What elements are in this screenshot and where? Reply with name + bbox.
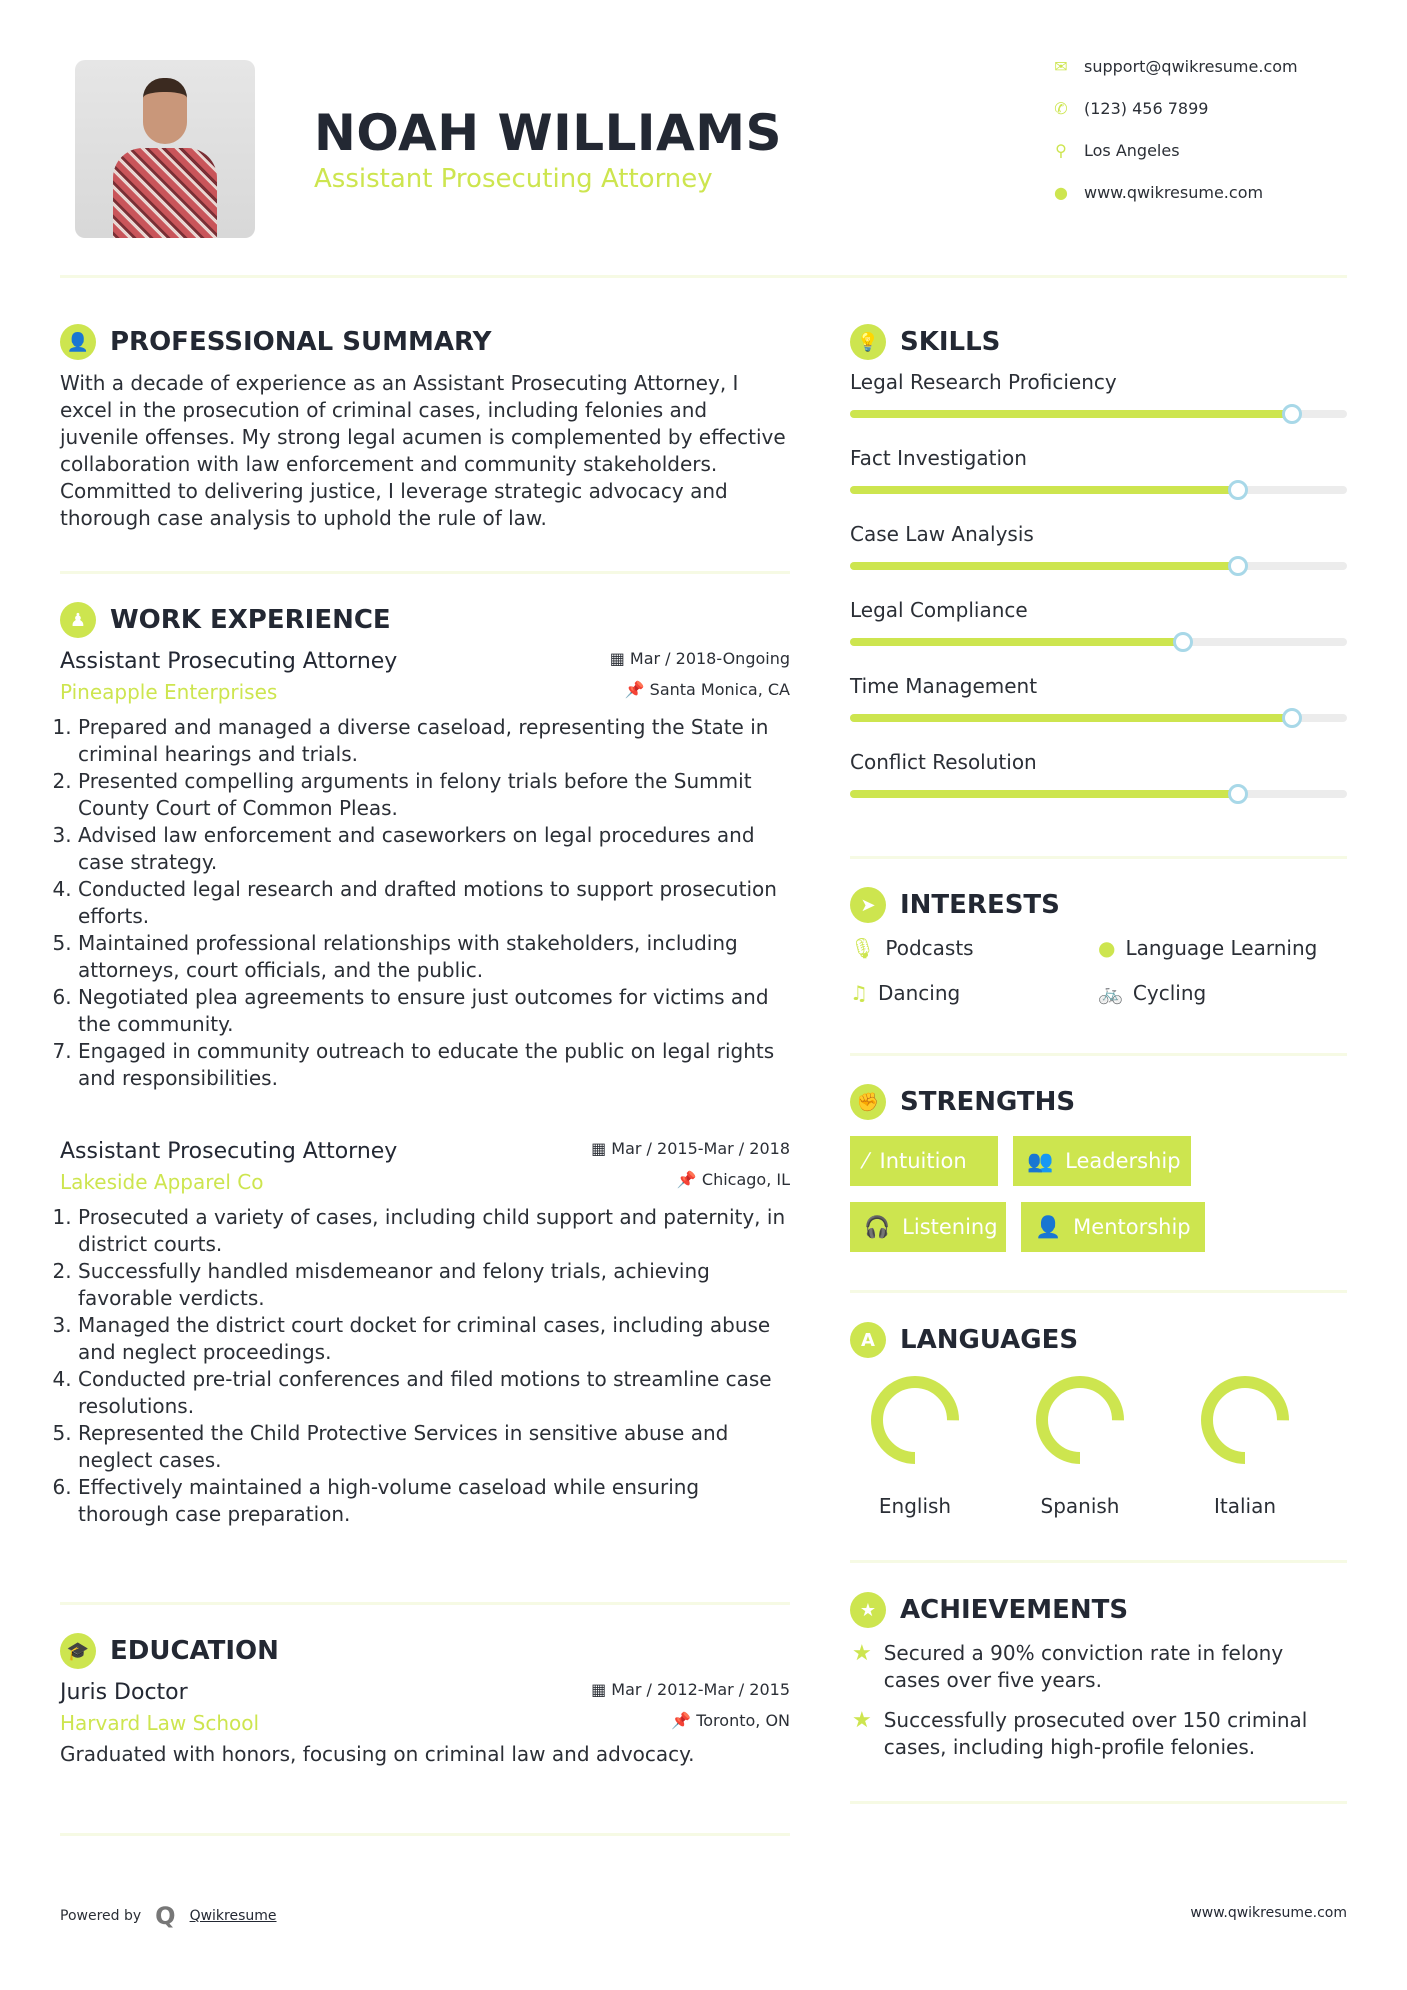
heading-text: WORK EXPERIENCE xyxy=(110,605,391,635)
footer-branding xyxy=(60,1902,277,1930)
company-name: Pineapple Enterprises xyxy=(60,680,278,704)
work-heading xyxy=(60,602,391,638)
list-item: 3. Managed the district court docket for criminal cases, including abuse and neglect proceedings. xyxy=(78,1312,790,1366)
language-progress-arc xyxy=(1042,1382,1118,1458)
interests-heading xyxy=(850,887,1060,923)
languages-list xyxy=(850,1370,1347,1520)
list-item: 2. Successfully handled misdemeanor and felony trials, achieving favorable verdicts. xyxy=(78,1258,790,1312)
translate-icon: A xyxy=(850,1322,886,1358)
job-date: ▦ Mar / 2015-Mar / 2018 xyxy=(591,1139,790,1158)
skill-bar xyxy=(850,486,1347,494)
profile-photo xyxy=(75,60,255,238)
heading-text: STRENGTHS xyxy=(900,1087,1076,1117)
language-label: English xyxy=(878,1494,952,1518)
language-progress-ring xyxy=(1185,1370,1305,1470)
interest-label: Dancing xyxy=(877,981,961,1005)
skill-bar-knob xyxy=(1282,404,1302,424)
divider xyxy=(850,856,1347,859)
skill-bar-knob xyxy=(1228,784,1248,804)
skill-label: Time Management xyxy=(850,674,1038,698)
globe-icon: ● xyxy=(1054,183,1068,202)
divider xyxy=(850,1801,1347,1804)
divider xyxy=(60,1833,790,1836)
contact-phone xyxy=(1052,99,1208,118)
achievement-item xyxy=(852,1640,1312,1694)
candidate-title: Assistant Prosecuting Attorney xyxy=(314,164,713,194)
heading-text: EDUCATION xyxy=(110,1636,279,1666)
language-progress-ring xyxy=(855,1370,975,1470)
languages-heading xyxy=(850,1322,1078,1358)
tag-label: Leadership xyxy=(1065,1149,1181,1173)
language-progress-arc xyxy=(1207,1382,1283,1458)
skill-item xyxy=(850,522,1347,598)
skill-bar xyxy=(850,410,1347,418)
job-duties xyxy=(60,714,790,1092)
company-name: Lakeside Apparel Co xyxy=(60,1170,264,1194)
list-item: 5. Maintained professional relationships with stakeholders, including attorneys, court officials, and the public. xyxy=(78,930,790,984)
contact-text: (123) 456 7899 xyxy=(1084,99,1209,118)
interest-item xyxy=(1098,981,1206,1005)
heading-text: LANGUAGES xyxy=(900,1325,1079,1355)
divider xyxy=(850,1290,1347,1293)
interest-item xyxy=(850,981,960,1005)
skill-item xyxy=(850,446,1347,522)
tag-label: Mentorship xyxy=(1073,1215,1191,1239)
skill-bar xyxy=(850,714,1347,722)
skill-bar xyxy=(850,638,1347,646)
lightbulb-icon: 💡 xyxy=(850,324,886,360)
skill-label: Case Law Analysis xyxy=(850,522,1034,546)
bicycle-icon: 🚲 xyxy=(1098,981,1123,1005)
music-icon: ♫ xyxy=(850,981,868,1005)
job-title: Assistant Prosecuting Attorney xyxy=(60,1139,398,1164)
skill-item xyxy=(850,370,1347,446)
skill-item xyxy=(850,598,1347,674)
skill-item xyxy=(850,750,1347,826)
contact-text: Los Angeles xyxy=(1084,141,1180,160)
education-description: Graduated with honors, focusing on criminal law and advocacy. xyxy=(60,1742,695,1766)
list-item: 4. Conducted legal research and drafted motions to support prosecution efforts. xyxy=(78,876,790,930)
list-item: 6. Negotiated plea agreements to ensure just outcomes for victims and the community. xyxy=(78,984,790,1038)
skill-bar-knob xyxy=(1173,632,1193,652)
skill-bar-fill xyxy=(850,486,1238,494)
job-title: Assistant Prosecuting Attorney xyxy=(60,649,398,674)
user-icon: 👤 xyxy=(60,324,96,360)
contact-website xyxy=(1052,183,1263,202)
skill-bar-fill xyxy=(850,714,1292,722)
strength-tag xyxy=(850,1136,998,1186)
strength-tag xyxy=(1021,1202,1205,1252)
interest-label: Cycling xyxy=(1132,981,1207,1005)
skills-list xyxy=(850,370,1347,826)
powered-by-label: Powered by xyxy=(60,1908,142,1924)
job-location: 📌 Santa Monica, CA xyxy=(624,680,790,699)
list-item: 5. Represented the Child Protective Services in sensitive abuse and neglect cases. xyxy=(78,1420,790,1474)
contact-text: www.qwikresume.com xyxy=(1084,183,1264,202)
education-entry xyxy=(60,1680,790,1768)
skill-bar xyxy=(850,790,1347,798)
star-icon: ★ xyxy=(852,1641,872,1666)
fist-icon: ✊ xyxy=(850,1084,886,1120)
divider xyxy=(60,571,790,574)
interest-item xyxy=(1098,936,1317,960)
list-item: 4. Conducted pre-trial conferences and filed motions to streamline case resolutions. xyxy=(78,1366,790,1420)
job-location: 📌 Chicago, IL xyxy=(676,1170,790,1189)
group-icon: 👥 xyxy=(1027,1148,1054,1173)
language-item xyxy=(1020,1370,1140,1518)
globe-icon: ● xyxy=(1098,936,1116,960)
briefcase-icon: ♟ xyxy=(60,602,96,638)
contact-email xyxy=(1052,57,1298,76)
divider xyxy=(60,1602,790,1605)
skill-bar-fill xyxy=(850,790,1238,798)
education-location: 📌 Toronto, ON xyxy=(671,1711,790,1730)
achievement-text: Successfully prosecuted over 150 criminal cases, including high-profile felonies. xyxy=(883,1708,1308,1759)
brand-link[interactable]: Qwikresume xyxy=(189,1908,277,1924)
achievement-text: Secured a 90% conviction rate in felony cases over five years. xyxy=(883,1641,1284,1692)
list-item: 1. Prosecuted a variety of cases, including child support and paternity, in district courts. xyxy=(78,1204,790,1258)
list-item: 3. Advised law enforcement and caseworkers on legal procedures and case strategy. xyxy=(78,822,790,876)
user-plus-icon: 👤 xyxy=(1035,1214,1062,1239)
list-item: 7. Engaged in community outreach to educate the public on legal rights and responsibilities. xyxy=(78,1038,790,1092)
microphone-icon: 🎙 xyxy=(850,936,876,960)
contact-location xyxy=(1052,141,1180,160)
skill-bar-knob xyxy=(1228,480,1248,500)
divider xyxy=(850,1053,1347,1056)
strength-tag xyxy=(850,1202,1006,1252)
strength-tag xyxy=(1013,1136,1191,1186)
skill-label: Conflict Resolution xyxy=(850,750,1037,774)
phone-icon: ✆ xyxy=(1054,99,1068,118)
education-heading xyxy=(60,1633,279,1669)
language-label: Italian xyxy=(1213,1494,1277,1518)
skill-bar-knob xyxy=(1228,556,1248,576)
achievements-heading xyxy=(850,1592,1128,1628)
trophy-icon: ★ xyxy=(850,1592,886,1628)
divider xyxy=(60,275,1347,278)
divider xyxy=(850,1560,1347,1563)
degree: Juris Doctor xyxy=(60,1680,188,1705)
skill-item xyxy=(850,674,1347,750)
graduation-icon: 🎓 xyxy=(60,1633,96,1669)
contact-text: support@qwikresume.com xyxy=(1084,57,1298,76)
language-progress-ring xyxy=(1020,1370,1140,1470)
skill-label: Fact Investigation xyxy=(850,446,1027,470)
footer-url-link[interactable]: www.qwikresume.com xyxy=(1190,1905,1347,1921)
strengths-heading xyxy=(850,1084,1075,1120)
skill-bar-fill xyxy=(850,410,1292,418)
education-date: ▦ Mar / 2012-Mar / 2015 xyxy=(591,1680,790,1699)
achievement-item xyxy=(852,1707,1312,1761)
skill-bar-fill xyxy=(850,562,1238,570)
interest-label: Language Learning xyxy=(1125,936,1318,960)
skills-heading xyxy=(850,324,1000,360)
list-item: 6. Effectively maintained a high-volume caseload while ensuring thorough case preparation. xyxy=(78,1474,790,1528)
list-item: 1. Prepared and managed a diverse caseload, representing the State in criminal hearings and trials. xyxy=(78,714,790,768)
paper-plane-icon: ➤ xyxy=(850,887,886,923)
location-icon: ⚲ xyxy=(1055,141,1067,160)
skill-bar-fill xyxy=(850,638,1183,646)
job-entry xyxy=(60,649,790,1092)
skill-bar-knob xyxy=(1282,708,1302,728)
language-item xyxy=(855,1370,975,1518)
headphones-icon: 🎧 xyxy=(864,1214,891,1239)
star-icon: ★ xyxy=(852,1708,872,1733)
summary-text: With a decade of experience as an Assistant Prosecuting Attorney, I excel in the prosecution of criminal cases, including felonies and juvenile offenses. My strong legal acumen is complemented by effective collaboration with law enforcement and community stakeholders. Committed to delivering justice, I leverage strategic advocacy and thorough case analysis to uphold the rule of law. xyxy=(60,371,786,530)
heading-text: ACHIEVEMENTS xyxy=(900,1595,1129,1625)
job-date: ▦ Mar / 2018-Ongoing xyxy=(609,649,790,668)
list-item: 2. Presented compelling arguments in felony trials before the Summit County Court of Common Pleas. xyxy=(78,768,790,822)
tag-label: Intuition xyxy=(879,1149,967,1173)
qwikresume-logo-icon: Q xyxy=(155,1902,176,1930)
interest-label: Podcasts xyxy=(885,936,974,960)
job-entry xyxy=(60,1139,790,1528)
job-duties xyxy=(60,1204,790,1528)
language-item xyxy=(1185,1370,1305,1518)
heading-text: SKILLS xyxy=(900,327,1001,357)
heading-text: INTERESTS xyxy=(900,890,1060,920)
school-name: Harvard Law School xyxy=(60,1711,260,1735)
language-label: Spanish xyxy=(1040,1494,1120,1518)
email-icon: ✉ xyxy=(1054,57,1068,76)
skill-label: Legal Compliance xyxy=(850,598,1028,622)
interest-item xyxy=(850,936,974,960)
magic-wand-icon: ⁄ xyxy=(864,1149,868,1173)
heading-text: PROFESSIONAL SUMMARY xyxy=(110,327,492,357)
tag-label: Listening xyxy=(902,1215,998,1239)
language-progress-arc xyxy=(877,1382,953,1458)
summary-heading xyxy=(60,324,491,360)
skill-bar xyxy=(850,562,1347,570)
skill-label: Legal Research Proficiency xyxy=(850,370,1117,394)
candidate-name: NOAH WILLIAMS xyxy=(314,104,782,162)
